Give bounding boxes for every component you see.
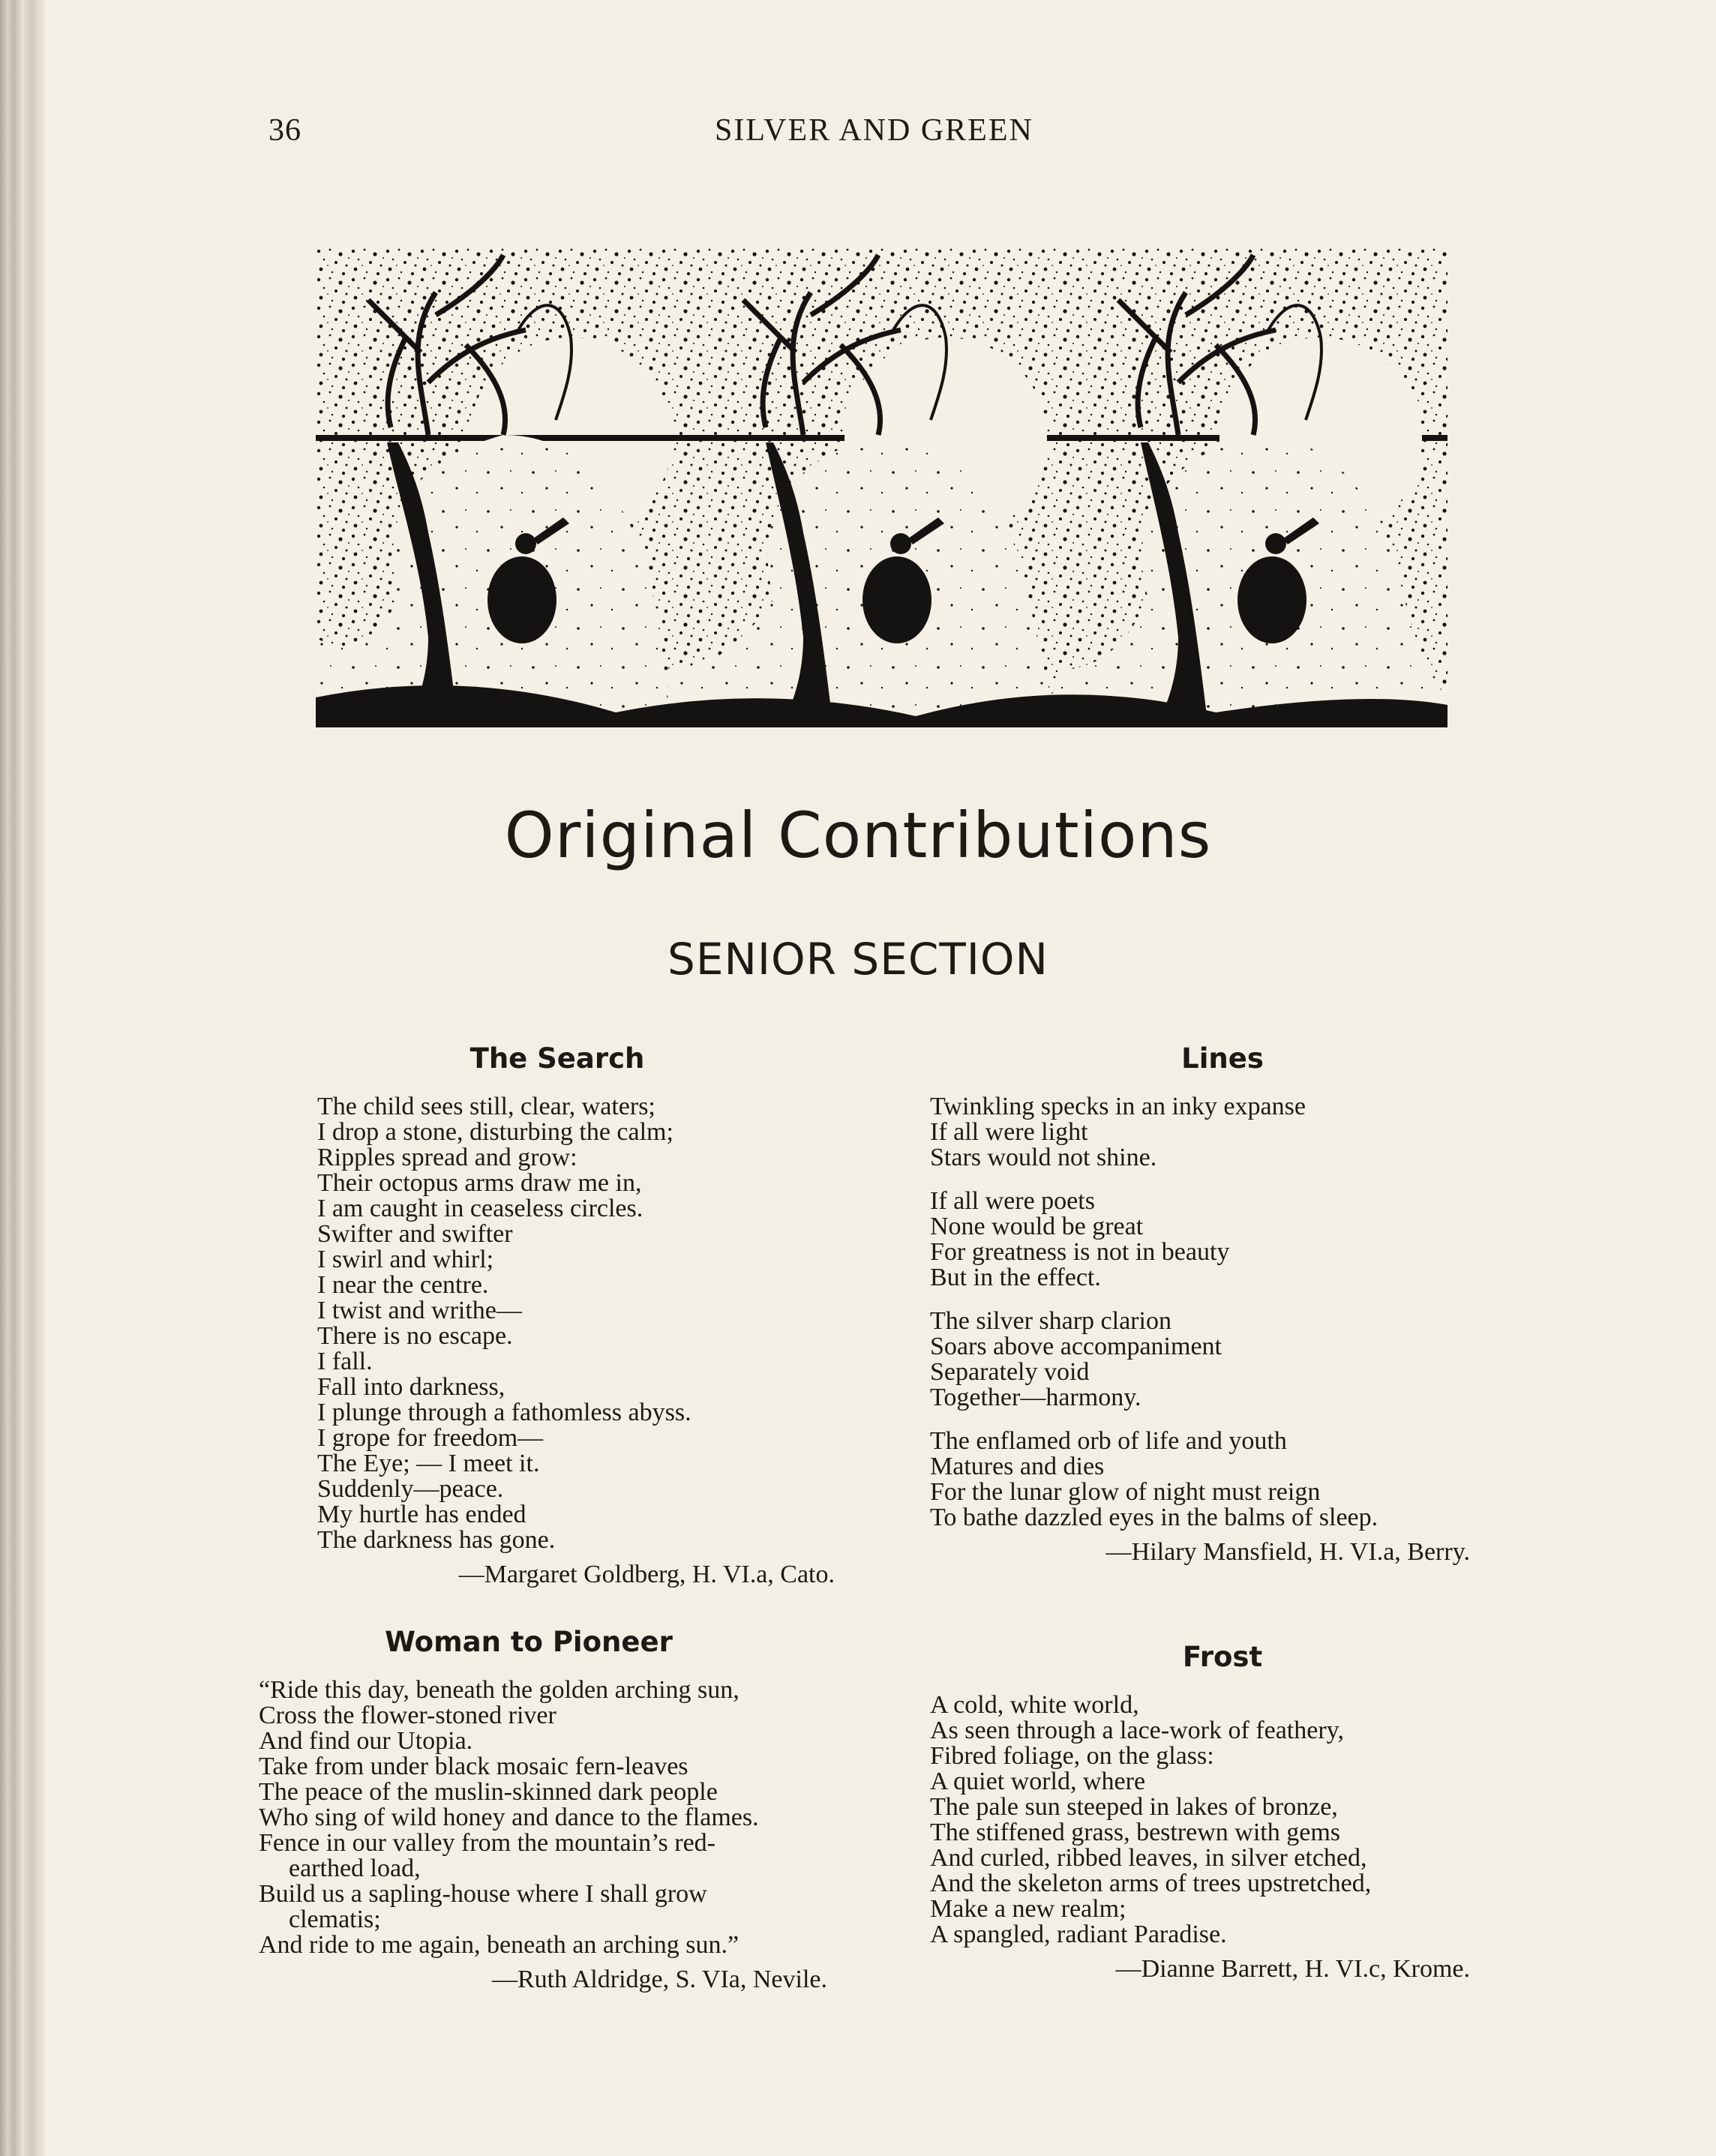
poem-line: But in the effect.	[930, 1264, 1101, 1291]
section-title: SENIOR SECTION	[668, 934, 1048, 985]
poem-line: earthed load,	[289, 1855, 421, 1882]
poem-line: I near the centre.	[317, 1271, 489, 1299]
poem-line: The Eye; — I meet it.	[317, 1450, 540, 1477]
poem-line: If all were poets	[930, 1187, 1095, 1215]
poem-line: Who sing of wild honey and dance to the flames.	[259, 1804, 759, 1831]
poem-line: And ride to me again, beneath an arching sun.”	[259, 1931, 740, 1959]
poem-line: The enflamed orb of life and youth	[930, 1427, 1287, 1455]
poem-line: For greatness is not in beauty	[930, 1238, 1230, 1266]
poem-line: Take from under black mosaic fern-leaves	[259, 1753, 688, 1780]
poem-title: Frost	[1182, 1641, 1263, 1673]
poem-title: Lines	[1181, 1042, 1264, 1075]
poem-line: None would be great	[930, 1213, 1144, 1240]
poem-lines	[930, 1042, 1470, 1567]
poem-line: If all were light	[930, 1118, 1088, 1146]
poem-line: Cross the flower-stoned river	[259, 1702, 556, 1729]
poem-line: The darkness has gone.	[317, 1526, 556, 1554]
poem-line: Fall into darkness,	[317, 1373, 506, 1401]
poem-line: Matures and dies	[930, 1453, 1105, 1480]
poem-line: And the skeleton arms of trees upstretched,	[930, 1870, 1372, 1897]
poem-line: Build us a sapling-house where I shall grow	[259, 1880, 707, 1908]
poem-line: Stars would not shine.	[930, 1144, 1157, 1171]
poem-body	[259, 1678, 859, 1958]
poem-line: A cold, white world,	[930, 1691, 1139, 1719]
poem-line: The pale sun steeped in lakes of bronze,	[930, 1793, 1338, 1821]
poem-line: I fall.	[317, 1348, 373, 1375]
poem-line: Make a new realm;	[930, 1895, 1126, 1923]
poem-woman-to-pioneer	[259, 1626, 859, 1994]
poem-line: I twist and writhe—	[317, 1297, 522, 1324]
poem-line: The child sees still, clear, waters;	[317, 1093, 656, 1120]
poem-line: Twinkling specks in an inky expanse	[930, 1093, 1306, 1120]
poem-line: As seen through a lace-work of feathery,	[930, 1717, 1344, 1744]
poem-body	[317, 1094, 842, 1553]
poem-line: Separately void	[930, 1358, 1090, 1386]
poem-frost	[930, 1641, 1470, 1984]
poem-line: For the lunar glow of night must reign	[930, 1478, 1321, 1506]
poem-author: —Ruth Aldridge, S. VIa, Nevile.	[492, 1966, 827, 1993]
poem-body	[930, 1094, 1470, 1531]
tree-moon-trumpeter-illustration	[316, 247, 1448, 727]
poem-line: My hurtle has ended	[317, 1501, 526, 1528]
poem-line: And curled, ribbed leaves, in silver etched,	[930, 1844, 1367, 1872]
poem-line: A quiet world, where	[930, 1768, 1146, 1795]
poem-line: And find our Utopia.	[259, 1727, 473, 1755]
poem-body	[930, 1693, 1470, 1948]
poem-line: Soars above accompaniment	[930, 1333, 1222, 1360]
poem-author: —Dianne Barrett, H. VI.c, Krome.	[1115, 1955, 1470, 1983]
page-title: Original Contributions	[504, 799, 1212, 872]
poem-line: Together—harmony.	[930, 1384, 1142, 1411]
poem-line: I plunge through a fathomless abyss.	[317, 1399, 692, 1426]
poem-line: I grope for freedom—	[317, 1424, 544, 1452]
poem-line: “Ride this day, beneath the golden arching sun,	[259, 1676, 740, 1704]
poem-line: The peace of the muslin-skinned dark people	[259, 1778, 718, 1806]
poem-line: The silver sharp clarion	[930, 1307, 1172, 1335]
poem-line: Fibred foliage, on the glass:	[930, 1742, 1214, 1770]
poem-line: I drop a stone, disturbing the calm;	[317, 1118, 674, 1146]
running-header: SILVER AND GREEN	[715, 113, 1034, 148]
poem-the-search	[317, 1042, 842, 1589]
poem-line: Suddenly—peace.	[317, 1475, 504, 1503]
poem-title: Woman to Pioneer	[385, 1626, 673, 1658]
poem-line: A spangled, radiant Paradise.	[930, 1921, 1227, 1948]
poem-line: Ripples spread and grow:	[317, 1144, 578, 1171]
book-spine	[0, 0, 45, 2156]
poem-author: —Hilary Mansfield, H. VI.a, Berry.	[1106, 1538, 1470, 1566]
poem-line: I swirl and whirl;	[317, 1246, 494, 1273]
poem-line: To bathe dazzled eyes in the balms of sleep.	[930, 1504, 1378, 1531]
poem-line: Swifter and swifter	[317, 1220, 513, 1248]
poem-line: Their octopus arms draw me in,	[317, 1169, 642, 1197]
poem-line: The stiffened grass, bestrewn with gems	[930, 1819, 1341, 1846]
poem-line: Fence in our valley from the mountain’s red-	[259, 1829, 716, 1857]
poem-line: clematis;	[289, 1906, 381, 1933]
poem-line: I am caught in ceaseless circles.	[317, 1195, 644, 1222]
poem-line: There is no escape.	[317, 1322, 513, 1350]
poem-title: The Search	[470, 1042, 645, 1075]
poem-author: —Margaret Goldberg, H. VI.a, Cato.	[458, 1561, 835, 1588]
page-number: 36	[268, 113, 302, 148]
